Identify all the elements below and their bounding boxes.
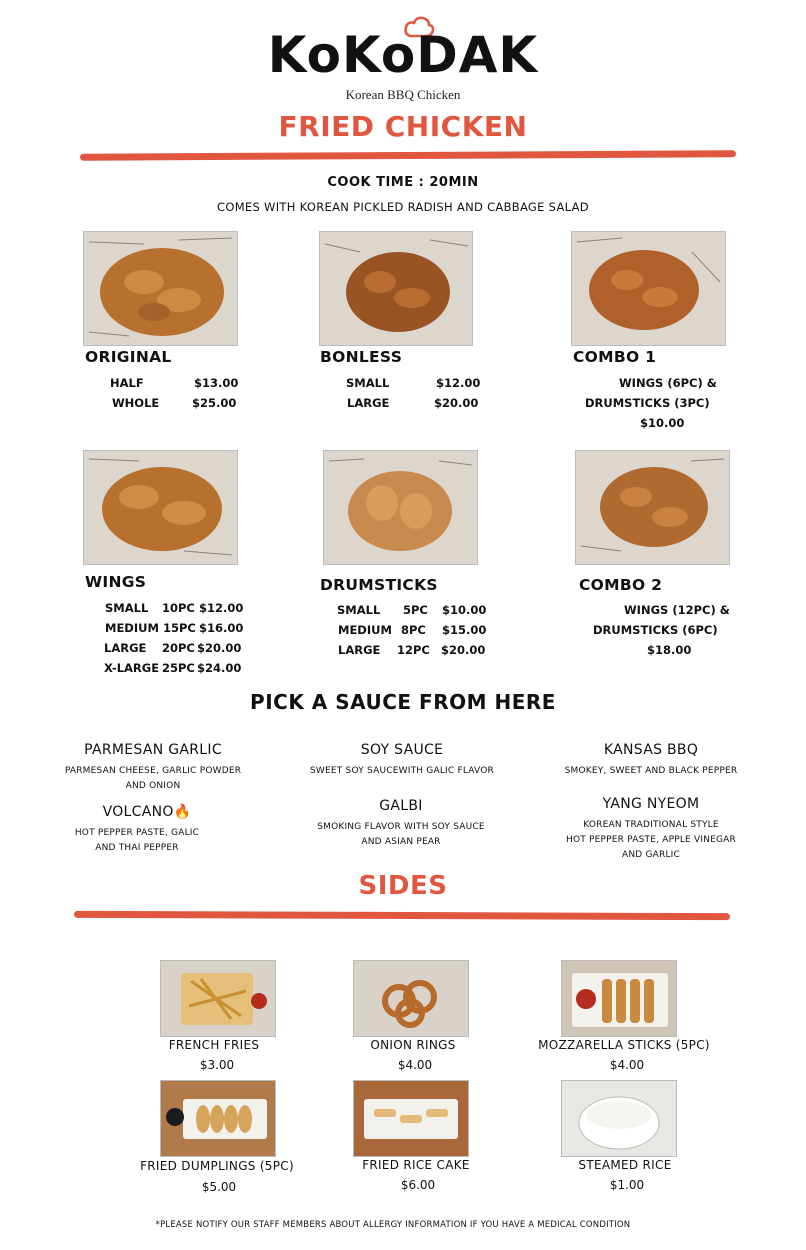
price-value: $20.00: [197, 641, 242, 655]
side-steamed-rice-price: $1.00: [609, 1178, 645, 1192]
original-chicken-photo: [83, 231, 238, 346]
price-value: $10.00: [442, 603, 487, 617]
side-onion-rings-price: $4.00: [397, 1058, 433, 1072]
sauce-yang-nyeom: YANG NYEOM: [602, 796, 700, 812]
cook-time: COOK TIME : 20MIN: [327, 175, 479, 190]
price-value: $25.00: [192, 396, 237, 410]
sauce-section-title: PICK A SAUCE FROM HERE: [250, 690, 556, 714]
sauce-desc-line: HOT PEPPER PASTE, GALIC: [74, 828, 200, 838]
sauce-desc: [17, 826, 257, 856]
piece-count: 15PC: [163, 621, 196, 635]
side-fried-dumplings-price: $5.00: [201, 1180, 237, 1194]
comes-with-note: COMES WITH KOREAN PICKLED RADISH AND CABBAGE SALAD: [217, 200, 589, 214]
steamed-rice-photo: [561, 1080, 677, 1157]
price-value: $20.00: [434, 396, 479, 410]
size-label: SMALL: [346, 376, 390, 390]
combo-2-desc-line1: WINGS (12PC) &: [624, 603, 730, 617]
wings-name: WINGS: [85, 573, 147, 591]
price-value: $24.00: [197, 661, 242, 675]
drumsticks-photo: [323, 450, 478, 565]
combo-2-name: COMBO 2: [579, 576, 663, 594]
side-french-fries-price: $3.00: [199, 1058, 235, 1072]
combo-1-desc-line2: DRUMSTICKS (3PC): [585, 396, 710, 410]
side-french-fries-name: FRENCH FRIES: [168, 1038, 260, 1052]
sauce-desc-line: SMOKEY, SWEET AND BLACK PEPPER: [564, 766, 738, 776]
piece-count: 20PC: [162, 641, 195, 655]
combo-1-desc-line1: WINGS (6PC) &: [619, 376, 717, 390]
sauce-kansas-bbq: KANSAS BBQ: [603, 742, 699, 758]
sauce-volcano: VOLCANO🔥: [102, 804, 192, 820]
onion-rings-photo: [353, 960, 469, 1037]
sauce-desc-line: SMOKING FLAVOR WITH SOY SAUCE: [317, 822, 485, 832]
sides-title: SIDES: [358, 871, 448, 901]
brand-logo: KoKoDAK: [267, 26, 539, 84]
original-name: ORIGINAL: [85, 348, 172, 366]
brush-divider: [74, 911, 730, 920]
sauce-desc-line: AND ONION: [125, 781, 181, 791]
piece-count: 10PC: [162, 601, 195, 615]
price-value: $20.00: [441, 643, 486, 657]
allergy-footnote: *PLEASE NOTIFY OUR STAFF MEMBERS ABOUT ALLERGY INFORMATION IF YOU HAVE A MEDICAL CONDITION: [155, 1220, 631, 1230]
price-value: $13.00: [194, 376, 239, 390]
price-value: $15.00: [442, 623, 487, 637]
mozzarella-sticks-photo: [561, 960, 677, 1037]
sauce-desc-line: PARMESAN CHEESE, GARLIC POWDER: [64, 766, 242, 776]
size-label: LARGE: [104, 641, 147, 655]
piece-count: 12PC: [397, 643, 430, 657]
size-label: MEDIUM: [338, 623, 392, 637]
side-fried-dumplings-name: FRIED DUMPLINGS (5PC): [140, 1159, 294, 1173]
size-label: SMALL: [337, 603, 381, 617]
sauce-parmesan-garlic: PARMESAN GARLIC: [84, 742, 222, 758]
combo-2-price: $18.00: [647, 643, 692, 657]
boneless-chicken-photo: [319, 231, 473, 346]
size-label: LARGE: [347, 396, 390, 410]
side-mozzarella-sticks-price: $4.00: [609, 1058, 645, 1072]
sauce-desc: [531, 818, 771, 863]
size-label: X-LARGE: [104, 661, 160, 675]
brand-subtitle: Korean BBQ Chicken: [345, 87, 461, 102]
side-fried-rice-cake-price: $6.00: [400, 1178, 436, 1192]
side-onion-rings-name: ONION RINGS: [370, 1038, 456, 1052]
combo-2-desc-line2: DRUMSTICKS (6PC): [593, 623, 718, 637]
size-label: WHOLE: [112, 396, 160, 410]
wings-photo: [83, 450, 238, 565]
piece-count: 8PC: [401, 623, 426, 637]
price-value: $16.00: [199, 621, 244, 635]
sauce-desc: [531, 764, 771, 779]
size-label: MEDIUM: [105, 621, 159, 635]
price-value: $12.00: [436, 376, 481, 390]
sauce-desc-line: AND ASIAN PEAR: [361, 837, 441, 847]
fried-dumplings-photo: [160, 1080, 276, 1157]
fried-chicken-title: FRIED CHICKEN: [278, 110, 528, 143]
brush-divider: [80, 150, 736, 160]
sauce-desc-line: AND THAI PEPPER: [95, 843, 179, 853]
piece-count: 25PC: [162, 661, 195, 675]
sauce-desc-line: KOREAN TRADITIONAL STYLE: [583, 820, 719, 830]
combo-1-name: COMBO 1: [573, 348, 657, 366]
size-label: HALF: [110, 376, 144, 390]
size-label: SMALL: [105, 601, 149, 615]
sauce-desc: [281, 820, 521, 850]
sauce-desc-line: AND GARLIC: [621, 850, 681, 860]
boneless-name: BONLESS: [320, 348, 403, 366]
piece-count: 5PC: [403, 603, 428, 617]
drumsticks-name: DRUMSTICKS: [320, 576, 438, 594]
sauce-desc: [282, 764, 522, 779]
sauce-soy-sauce: SOY SAUCE: [360, 742, 444, 758]
sauce-desc-line: HOT PEPPER PASTE, APPLE VINEGAR: [566, 835, 736, 845]
sauce-desc: [33, 764, 273, 794]
sauce-desc-line: SWEET SOY SAUCEWITH GALIC FLAVOR: [310, 766, 494, 776]
side-steamed-rice-name: STEAMED RICE: [578, 1158, 672, 1172]
price-value: $12.00: [199, 601, 244, 615]
size-label: LARGE: [338, 643, 381, 657]
side-fried-rice-cake-name: FRIED RICE CAKE: [362, 1158, 470, 1172]
side-mozzarella-sticks-name: MOZZARELLA STICKS (5PC): [538, 1038, 710, 1052]
french-fries-photo: [160, 960, 276, 1037]
combo-1-photo: [571, 231, 726, 346]
sauce-galbi: GALBI: [379, 798, 423, 814]
fried-rice-cake-photo: [353, 1080, 469, 1157]
combo-2-photo: [575, 450, 730, 565]
combo-1-price: $10.00: [640, 416, 685, 430]
